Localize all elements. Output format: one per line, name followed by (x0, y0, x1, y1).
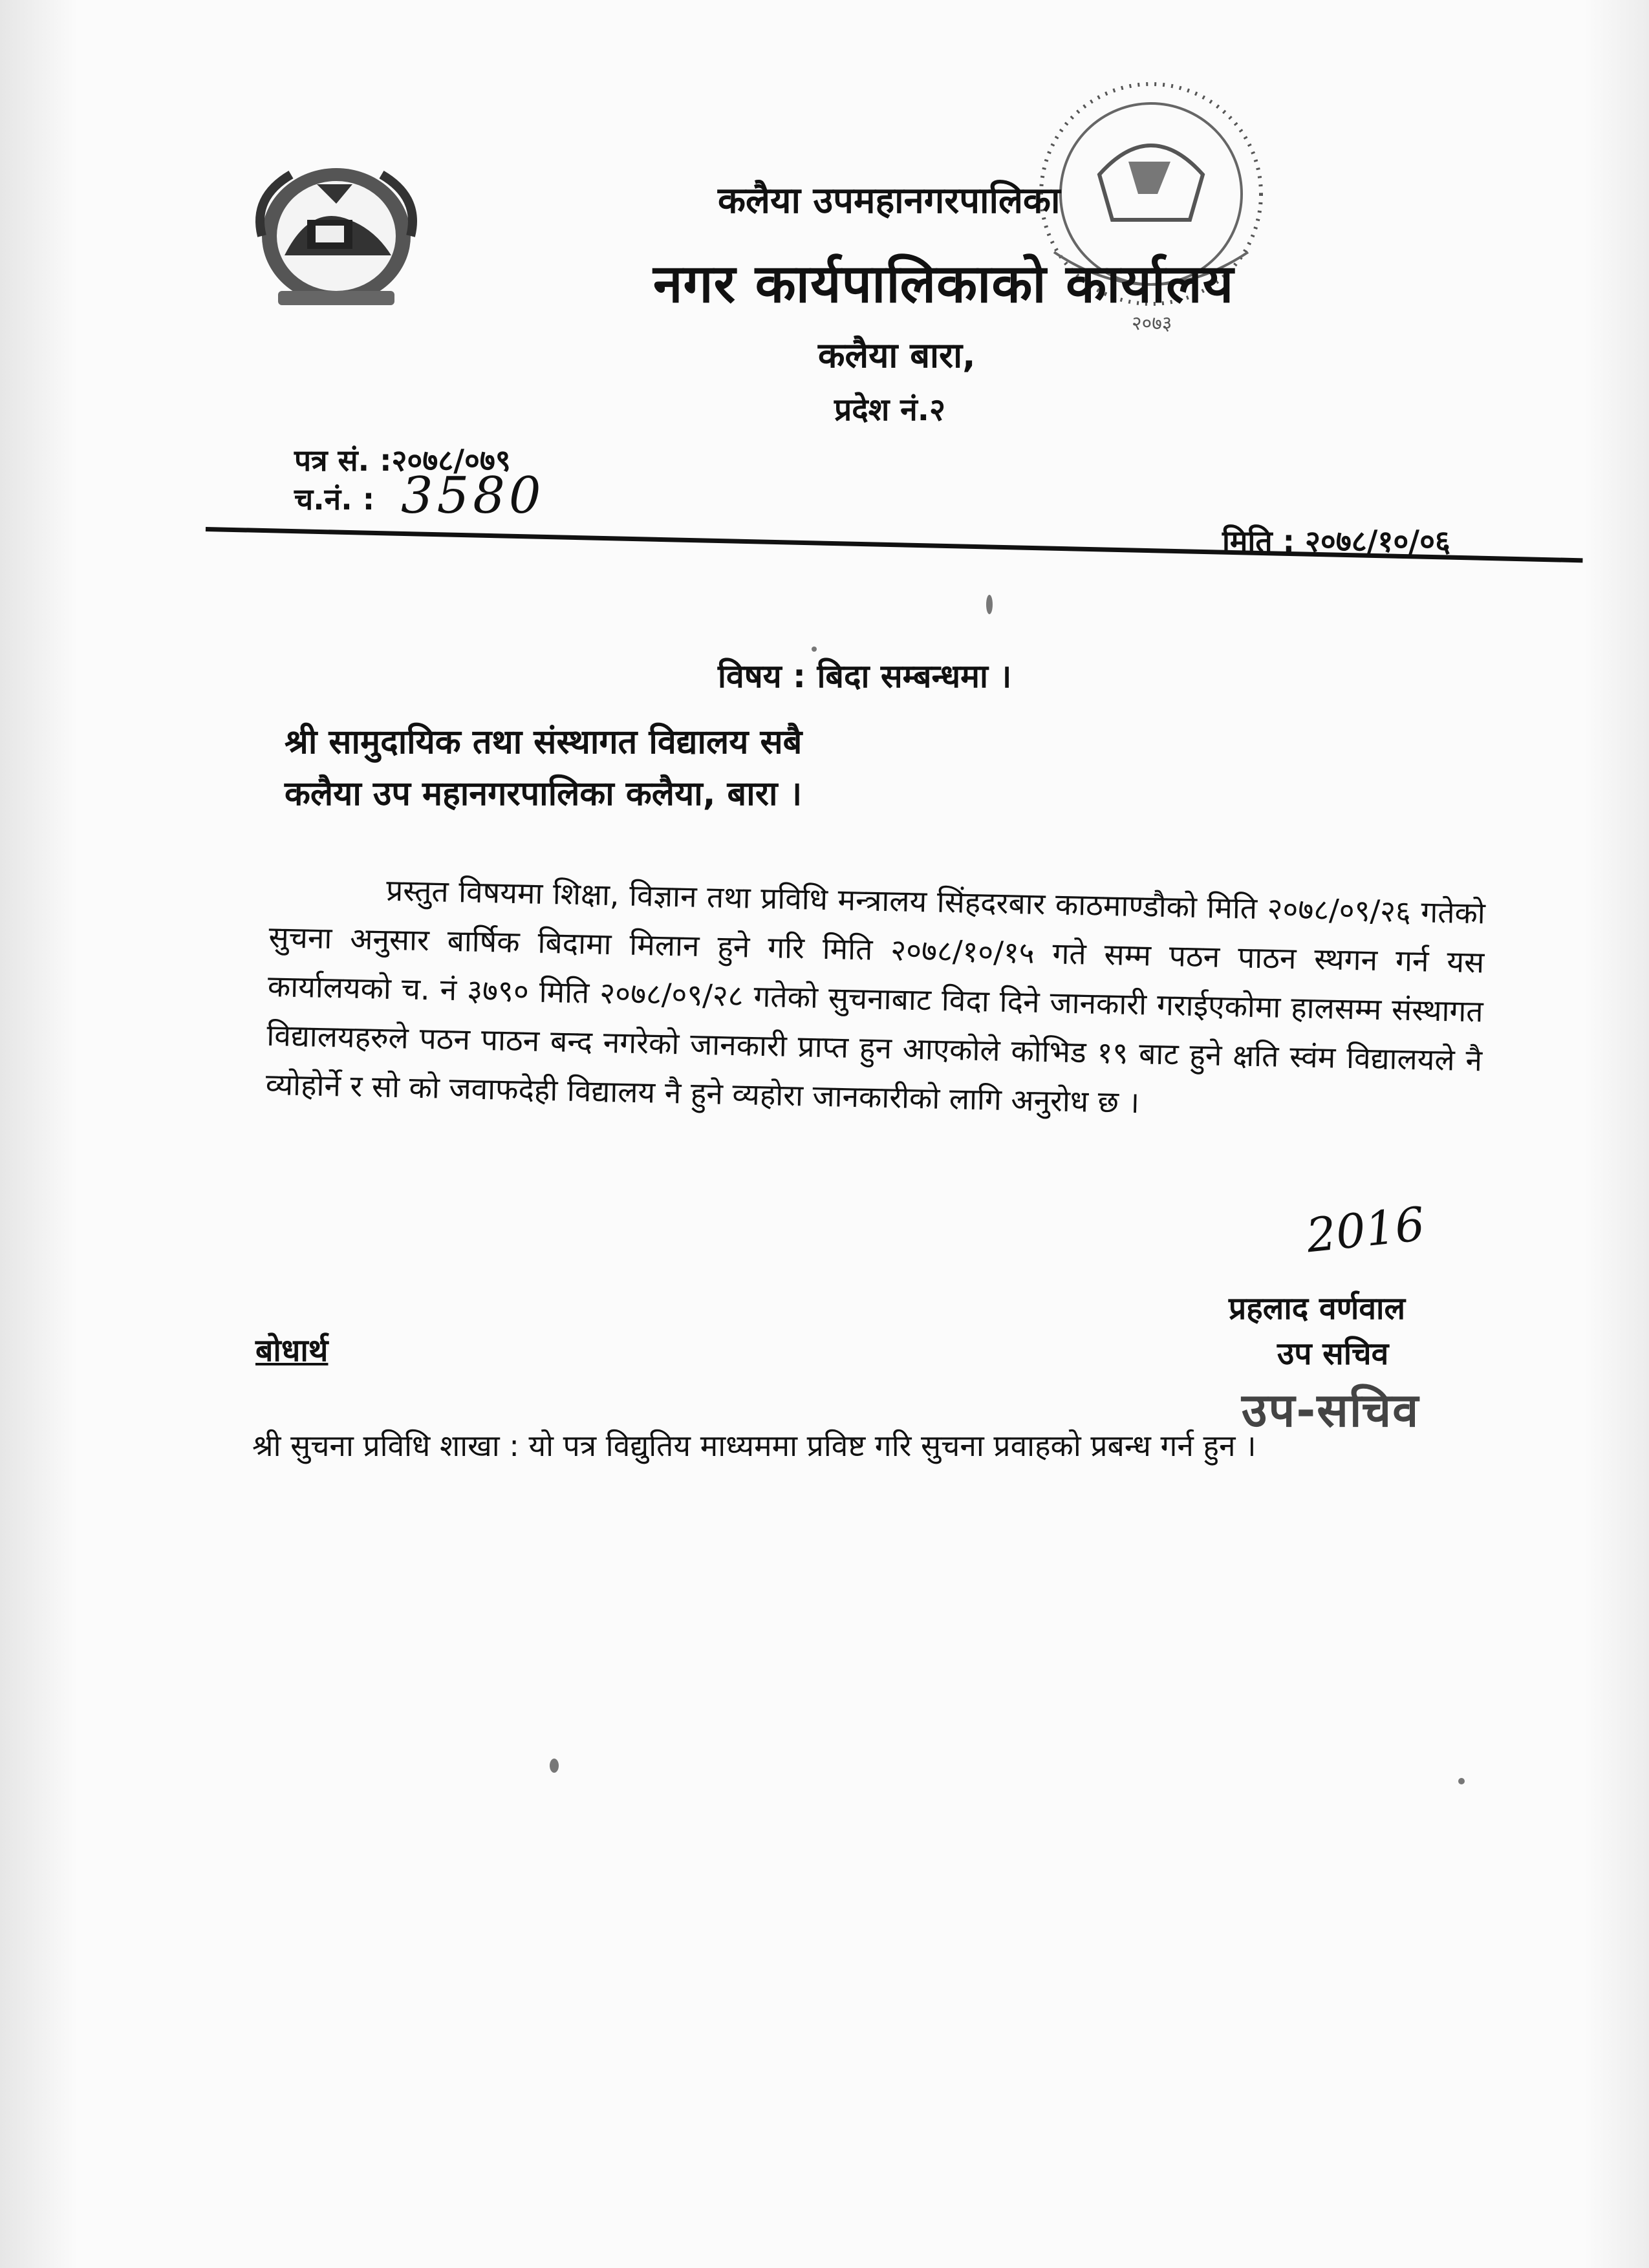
seal-year: २०७३ (1132, 312, 1172, 335)
signatory-title: उप सचिव (1277, 1336, 1389, 1372)
letterhead-office: नगर कार्यपालिकाको कार्यालय (653, 253, 1234, 315)
cc-heading: बोधार्थ (255, 1332, 329, 1369)
handwritten-signature: 2016 (1304, 1196, 1428, 1263)
scan-shadow-left (0, 0, 78, 2268)
scan-shadow-right (1584, 0, 1649, 2268)
letter-date: मिति : २०७८/१०/०६ (1222, 524, 1450, 559)
scan-speck (550, 1759, 559, 1773)
addressee-line-2: कलैया उप महानगरपालिका कलैया, बारा । (285, 775, 803, 813)
dispatch-number-handwritten: 3580 (401, 467, 545, 525)
designation-stamp: उप-सचिव (1242, 1383, 1420, 1437)
scan-speck (1458, 1778, 1465, 1784)
letter-body: प्रस्तुत विषयमा शिक्षा, विज्ञान तथा प्रविधि मन्त्रालय सिंहदरबार काठमाण्डौको मिति २०७८/०९/२६ गतेको सुचना अनुसार बार्षिक बिदामा मिलान हुने गरि मिति २०७८/१०/१५ गते सम्म पठन पाठन स्थगन गर्न यस कार्यालयको च. नं ३७९० मिति २०७८/०९/२८ गतेको सुचनाबाट विदा दिने जानकारी गराईएकोमा हालसम्म संस्थागत विद्यालयहरुले पठन पाठन बन्द नगरेको जानकारी प्राप्त हुन आएकोले कोभिड १९ बाट हुने क्षति स्वंम विद्यालयले नै व्योहोर्ने र सो को जवाफदेही विद्यालय नै हुने व्यहोरा जानकारीको लागि अनुरोध छ । (265, 872, 1486, 1120)
letterhead-municipality: कलैया उपमहानगरपालिका (718, 180, 1061, 222)
government-emblem-icon (239, 158, 433, 317)
scan-speck (986, 595, 993, 614)
letterhead-province: प्रदेश नं.२ (834, 392, 945, 428)
signatory-name: प्रहलाद वर्णवाल (1229, 1290, 1406, 1327)
scan-speck (812, 647, 817, 652)
letterhead-location: कलैया बारा, (818, 335, 976, 376)
subject-line: विषय : बिदा सम्बन्धमा । (718, 658, 1012, 695)
letter-number: पत्र सं. :२०७८/०७९ (294, 443, 511, 478)
addressee-line-1: श्री सामुदायिक तथा संस्थागत विद्यालय सबै (285, 723, 803, 762)
cc-text: श्री सुचना प्रविधि शाखा : यो पत्र विद्युतिय माध्यममा प्रविष्ट गरि सुचना प्रवाहको प्रबन्ध गर्न हुन । (252, 1428, 1256, 1463)
dispatch-label: च.नं. : (294, 482, 375, 517)
